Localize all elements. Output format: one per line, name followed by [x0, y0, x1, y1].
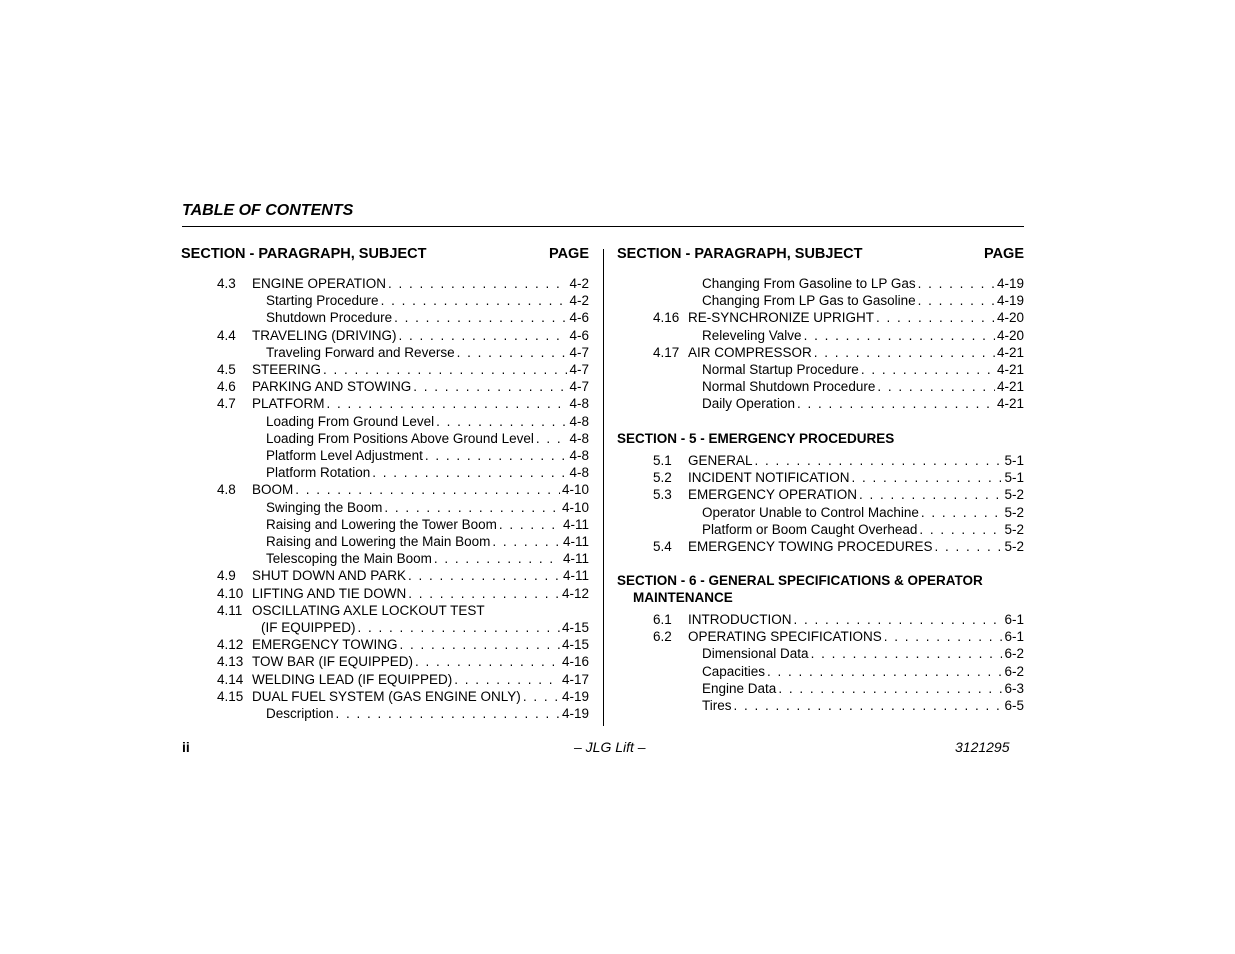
dot-leader — [918, 275, 995, 292]
toc-entry[interactable] — [181, 499, 589, 516]
entry-title: RE-SYNCHRONIZE UPRIGHT — [688, 310, 875, 326]
dot-leader — [408, 585, 560, 602]
dot-leader — [794, 611, 1003, 628]
dot-leader — [492, 533, 561, 550]
toc-entry[interactable] — [181, 533, 589, 550]
entry-number: 4.5 — [217, 362, 236, 377]
entry-number: 4.7 — [217, 396, 236, 412]
dot-leader — [877, 378, 995, 395]
dot-leader — [457, 344, 568, 361]
entry-page: 4-8 — [569, 413, 589, 429]
footer-page-number: ii — [182, 739, 190, 755]
entry-page: 4-7 — [569, 362, 589, 377]
toc-entry[interactable] — [181, 481, 589, 498]
entry-title: Platform Rotation — [266, 465, 371, 481]
entry-title: Loading From Ground Level — [266, 413, 435, 429]
entry-page: 6-1 — [1004, 629, 1024, 645]
section-heading: SECTION - 6 - GENERAL SPECIFICATIONS & OPERATOR — [617, 573, 983, 588]
right-page-header: PAGE — [983, 246, 1024, 262]
dot-leader — [400, 636, 560, 653]
dot-leader — [852, 469, 1003, 486]
entry-page: 4-11 — [562, 516, 589, 532]
entry-title: INCIDENT NOTIFICATION — [688, 470, 850, 486]
dot-leader — [413, 378, 567, 395]
dot-leader — [919, 521, 1002, 538]
entry-page: 4-19 — [996, 276, 1024, 291]
toc-entry[interactable] — [617, 469, 1024, 486]
toc-entry[interactable] — [181, 327, 589, 344]
section-heading: SECTION - 5 - EMERGENCY PROCEDURES — [617, 431, 895, 446]
toc-entry[interactable] — [617, 680, 1024, 697]
title-rule — [182, 226, 1024, 227]
toc-entry[interactable] — [181, 464, 589, 481]
footer-publisher: – JLG Lift – — [574, 739, 646, 755]
entry-page: 4-21 — [996, 362, 1024, 377]
entry-page: 4-12 — [561, 585, 589, 601]
dot-leader — [358, 619, 560, 636]
toc-entry[interactable] — [617, 452, 1024, 469]
entry-title: Engine Data — [702, 680, 777, 696]
entry-title: Starting Procedure — [266, 293, 379, 309]
entry-page: 4-8 — [569, 430, 589, 446]
left-column-header — [181, 246, 589, 262]
entry-number: 4.12 — [217, 637, 244, 653]
entry-title: EMERGENCY OPERATION — [688, 487, 858, 503]
dot-leader — [918, 292, 995, 309]
dot-leader — [454, 671, 560, 688]
dot-leader — [436, 413, 567, 430]
toc-entry[interactable] — [617, 645, 1024, 662]
entry-title: GENERAL — [688, 453, 753, 468]
toc-entry[interactable] — [181, 653, 589, 670]
toc-entry[interactable] — [181, 395, 589, 412]
toc-entry[interactable] — [617, 309, 1024, 326]
dot-leader — [381, 292, 568, 309]
entry-title: LIFTING AND TIE DOWN — [252, 585, 407, 601]
toc-entry[interactable] — [181, 447, 589, 464]
entry-page: 4-7 — [569, 344, 589, 360]
entry-title: INTRODUCTION — [688, 612, 792, 627]
toc-entry[interactable] — [181, 585, 589, 602]
toc-entry[interactable] — [181, 705, 589, 722]
toc-entry[interactable] — [181, 567, 589, 584]
entry-title: Changing From LP Gas to Gasoline — [702, 293, 916, 309]
entry-title: Loading From Positions Above Ground Level — [266, 430, 534, 446]
dot-leader — [767, 663, 1002, 680]
dot-leader — [935, 538, 1003, 555]
entry-number: 4.17 — [653, 344, 680, 360]
entry-page: 4-19 — [561, 706, 589, 721]
right-column-header — [617, 246, 1024, 262]
entry-title: Normal Startup Procedure — [702, 362, 859, 377]
entry-number: 4.15 — [217, 688, 244, 704]
dot-leader — [811, 645, 1003, 662]
entry-page: 4-15 — [561, 620, 589, 635]
entry-title: Traveling Forward and Reverse — [266, 344, 455, 360]
entry-number: 4.6 — [217, 379, 236, 395]
dot-leader — [394, 309, 567, 326]
entry-page: 5-1 — [1004, 470, 1024, 486]
dot-leader — [399, 327, 568, 344]
toc-entry[interactable] — [617, 327, 1024, 344]
entry-page: 4-20 — [996, 310, 1024, 326]
entry-title: AIR COMPRESSOR — [688, 344, 812, 360]
entry-title: TRAVELING (DRIVING) — [252, 327, 397, 343]
dot-leader — [536, 430, 568, 447]
toc-entry[interactable] — [181, 292, 589, 309]
toc-entry[interactable] — [181, 275, 589, 292]
footer-doc-number: 3121295 — [955, 739, 1010, 755]
entry-title: WELDING LEAD (IF EQUIPPED) — [252, 671, 453, 687]
entry-page: 4-19 — [561, 688, 589, 704]
entry-page: 5-2 — [1004, 504, 1024, 520]
dot-leader — [408, 567, 561, 584]
dot-leader — [388, 275, 567, 292]
toc-entry[interactable] — [617, 538, 1024, 555]
entry-title: EMERGENCY TOWING PROCEDURES — [688, 539, 933, 554]
entry-title: Operator Unable to Control Machine — [702, 504, 919, 520]
entry-title: Platform Level Adjustment — [266, 448, 423, 463]
entry-page: 4-8 — [569, 396, 589, 412]
toc-entry[interactable] — [617, 486, 1024, 503]
dot-leader — [336, 705, 560, 722]
toc-entry[interactable] — [181, 361, 589, 378]
dot-leader — [434, 550, 561, 567]
entry-page: 6-5 — [1004, 698, 1024, 713]
entry-title: Raising and Lowering the Tower Boom — [266, 516, 497, 532]
entry-page: 6-2 — [1004, 663, 1024, 679]
toc-entry[interactable] — [181, 688, 589, 705]
dot-leader — [523, 688, 560, 705]
toc-entry[interactable] — [181, 430, 589, 447]
entry-title: Raising and Lowering the Main Boom — [266, 534, 491, 549]
entry-page: 5-2 — [1004, 521, 1024, 537]
entry-title: STEERING — [252, 362, 322, 377]
dot-leader — [876, 309, 995, 326]
entry-title: PLATFORM — [252, 396, 325, 412]
entry-page: 4-11 — [562, 551, 589, 567]
entry-number: 5.3 — [653, 487, 672, 503]
left-page-header: PAGE — [548, 246, 589, 262]
entry-title: ENGINE OPERATION — [252, 276, 387, 291]
toc-entry[interactable] — [617, 521, 1024, 538]
entry-page: 5-2 — [1004, 487, 1024, 503]
entry-number: 4.13 — [217, 654, 244, 670]
entry-page: 5-1 — [1004, 453, 1024, 468]
entry-page: 4-16 — [561, 654, 589, 670]
toc-entry[interactable] — [181, 309, 589, 326]
entry-page: 6-2 — [1004, 646, 1024, 662]
left-subject-header: SECTION - PARAGRAPH, SUBJECT — [181, 246, 427, 262]
entry-page: 4-7 — [569, 379, 589, 395]
toc-entry[interactable] — [617, 275, 1024, 292]
entry-title: Normal Shutdown Procedure — [702, 379, 876, 395]
entry-number: 4.3 — [217, 276, 236, 291]
entry-page: 5-2 — [1004, 539, 1024, 554]
entry-page: 4-21 — [996, 344, 1024, 360]
entry-number: 4.4 — [217, 327, 236, 343]
entry-number: 5.1 — [653, 453, 672, 468]
entry-title: Releveling Valve — [702, 327, 802, 343]
entry-page: 4-21 — [996, 379, 1024, 395]
entry-title: Changing From Gasoline to LP Gas — [702, 276, 916, 291]
toc-entry[interactable] — [181, 636, 589, 653]
entry-title: Capacities — [702, 663, 766, 679]
entry-title: BOOM — [252, 482, 294, 498]
right-subject-header: SECTION - PARAGRAPH, SUBJECT — [617, 246, 863, 262]
entry-page: 4-17 — [561, 671, 589, 687]
dot-leader — [734, 697, 1003, 714]
entry-title: PARKING AND STOWING — [252, 379, 412, 395]
dot-leader — [384, 499, 560, 516]
entry-title: OSCILLATING AXLE LOCKOUT TEST — [252, 602, 485, 618]
entry-title: Dimensional Data — [702, 646, 809, 662]
entry-page: 4-8 — [569, 448, 589, 463]
entry-page: 6-3 — [1004, 680, 1024, 696]
toc-entry[interactable] — [617, 395, 1024, 412]
entry-page: 4-2 — [569, 276, 589, 291]
dot-leader — [323, 361, 567, 378]
toc-entry[interactable] — [181, 378, 589, 395]
entry-number: 6.1 — [653, 612, 672, 627]
entry-title: (IF EQUIPPED) — [261, 620, 356, 635]
entry-number: 5.2 — [653, 470, 672, 486]
entry-number: 4.8 — [217, 482, 236, 498]
dot-leader — [327, 395, 568, 412]
entry-page: 4-21 — [996, 396, 1024, 412]
entry-page: 4-10 — [561, 499, 589, 515]
entry-title: Platform or Boom Caught Overhead — [702, 521, 918, 537]
entry-title: DUAL FUEL SYSTEM (GAS ENGINE ONLY) — [252, 688, 521, 704]
dot-leader — [372, 464, 567, 481]
toc-entry[interactable] — [617, 292, 1024, 309]
dot-leader — [921, 504, 1003, 521]
dot-leader — [425, 447, 568, 464]
toc-entry[interactable] — [617, 361, 1024, 378]
toc-entry[interactable] — [617, 663, 1024, 680]
dot-leader — [814, 344, 995, 361]
dot-leader — [499, 516, 561, 533]
entry-page: 4-11 — [562, 534, 589, 549]
entry-title: Swinging the Boom — [266, 499, 383, 515]
toc-entry[interactable] — [617, 611, 1024, 628]
toc-entry[interactable] — [617, 628, 1024, 645]
dot-leader — [755, 452, 1003, 469]
toc-entry[interactable] — [181, 671, 589, 688]
toc-entry[interactable] — [617, 697, 1024, 714]
entry-title: SHUT DOWN AND PARK — [252, 568, 407, 584]
dot-leader — [804, 327, 995, 344]
entry-page: 4-10 — [561, 482, 589, 498]
column-divider — [603, 249, 604, 726]
entry-number: 4.9 — [217, 568, 236, 584]
dot-leader — [415, 653, 560, 670]
entry-title: OPERATING SPECIFICATIONS — [688, 629, 882, 645]
entry-number: 4.10 — [217, 585, 244, 601]
entry-title: Shutdown Procedure — [266, 310, 393, 326]
dot-leader — [295, 481, 560, 498]
dot-leader — [861, 361, 995, 378]
entry-page: 4-20 — [996, 327, 1024, 343]
entry-page: 6-1 — [1004, 612, 1024, 627]
entry-title: Telescoping the Main Boom — [266, 551, 432, 567]
entry-page: 4-6 — [569, 310, 589, 326]
toc-entry[interactable] — [181, 344, 589, 361]
entry-title: TOW BAR (IF EQUIPPED) — [252, 654, 414, 670]
toc-entry[interactable] — [181, 619, 589, 636]
toc-entry[interactable] — [181, 516, 589, 533]
dot-leader — [884, 628, 1003, 645]
toc-entry[interactable] — [617, 504, 1024, 521]
dot-leader — [778, 680, 1002, 697]
entry-title: Description — [266, 706, 334, 721]
toc-entry[interactable] — [617, 378, 1024, 395]
entry-number: 4.16 — [653, 310, 680, 326]
toc-entry[interactable] — [181, 413, 589, 430]
entry-page: 4-15 — [561, 637, 589, 653]
entry-page: 4-2 — [569, 293, 589, 309]
page-title: TABLE OF CONTENTS — [182, 202, 354, 219]
entry-title: Daily Operation — [702, 396, 796, 412]
toc-entry[interactable] — [617, 344, 1024, 361]
entry-page: 4-6 — [569, 327, 589, 343]
toc-entry[interactable] — [181, 550, 589, 567]
section-heading: MAINTENANCE — [633, 590, 733, 605]
entry-number: 4.14 — [217, 671, 244, 687]
entry-number: 4.11 — [217, 602, 243, 618]
entry-page: 4-8 — [569, 465, 589, 481]
entry-page: 4-19 — [996, 293, 1024, 309]
entry-page: 4-11 — [562, 568, 589, 584]
dot-leader — [797, 395, 995, 412]
entry-number: 5.4 — [653, 539, 672, 554]
entry-title: Tires — [702, 698, 732, 713]
entry-title: EMERGENCY TOWING — [252, 637, 398, 653]
toc-entry[interactable] — [181, 602, 589, 619]
entry-number: 6.2 — [653, 629, 672, 645]
dot-leader — [859, 486, 1002, 503]
